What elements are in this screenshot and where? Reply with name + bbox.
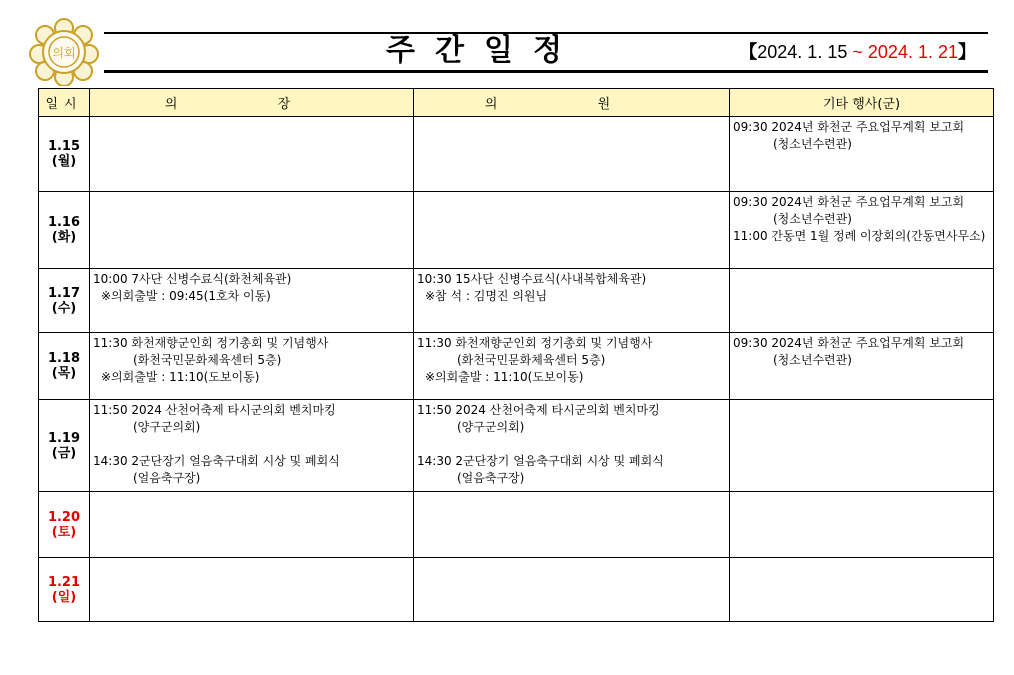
title-bottom-rule: [104, 70, 988, 73]
date-label: 1.19: [47, 430, 81, 446]
event-line: 11:50 2024 산천어축제 타시군의회 벤치마킹: [417, 403, 660, 417]
event-location: (얼음축구장): [133, 471, 201, 485]
council-seal-logo: [28, 18, 100, 86]
member-events: [414, 400, 729, 487]
chair-events: [90, 117, 413, 119]
event-location: (청소년수련관): [773, 353, 852, 367]
chair-events: [90, 269, 413, 305]
chair-events-cell: [90, 269, 414, 333]
chair-events: [90, 558, 413, 560]
chair-events: [90, 492, 413, 494]
header-member: 의 원: [414, 89, 730, 117]
date-cell: [39, 492, 90, 558]
event-line: 14:30 2군단장기 얼음축구대회 시상 및 폐회식: [417, 454, 664, 468]
weekday-label: (화): [51, 230, 77, 245]
event-line: 14:30 2군단장기 얼음축구대회 시상 및 폐회식: [93, 454, 340, 468]
member-events: [414, 333, 729, 386]
other-events: [730, 192, 993, 245]
date-cell: [39, 333, 90, 400]
member-events: [414, 192, 729, 194]
member-events-cell: [414, 400, 730, 492]
member-events-cell: [414, 333, 730, 400]
seal-text: 의회: [52, 46, 76, 60]
member-events: [414, 558, 729, 560]
member-events: [414, 117, 729, 119]
date-label: 1.16: [47, 215, 81, 230]
page-title: 주간일정: [386, 33, 582, 68]
other-events-cell: [730, 333, 994, 400]
chair-events: [90, 400, 413, 487]
chair-events: [90, 333, 413, 386]
event-note: ※의회출발 : 11:10(도보이동): [425, 370, 584, 384]
title-bar: [104, 28, 988, 76]
period-close-bracket: 】: [958, 42, 976, 62]
other-events: [730, 333, 993, 369]
weekly-schedule-table: [38, 88, 994, 622]
chair-events-cell: [90, 333, 414, 400]
event-line: 11:00 간동면 1월 정례 이장회의(간동면사무소): [733, 229, 986, 243]
other-events: [730, 492, 993, 494]
event-location: (양구군의회): [457, 420, 525, 434]
other-events-cell: [730, 558, 994, 622]
event-gap: [93, 436, 410, 453]
member-events-cell: [414, 192, 730, 269]
event-line: 09:30 2024년 화천군 주요업무계획 보고회: [733, 120, 965, 134]
table-row: [39, 117, 994, 192]
date-label: 1.21: [47, 574, 81, 590]
other-events-cell: [730, 192, 994, 269]
member-events: [414, 492, 729, 494]
schedule-period: [739, 40, 976, 64]
other-events: [730, 400, 993, 402]
member-events: [414, 269, 729, 305]
event-line: 11:30 화천재향군인회 정기총회 및 기념행사: [417, 336, 653, 350]
event-location: (청소년수련관): [773, 212, 852, 226]
event-line: 11:30 화천재향군인회 정기총회 및 기념행사: [93, 336, 329, 350]
date-label: 1.17: [47, 285, 81, 301]
chair-events-cell: [90, 117, 414, 192]
date-cell: [39, 117, 90, 192]
event-line: 09:30 2024년 화천군 주요업무계획 보고회: [733, 195, 965, 209]
member-events-cell: [414, 269, 730, 333]
date-cell: [39, 400, 90, 492]
period-start: 2024. 1. 15: [757, 42, 848, 62]
seal-emblem-icon: [28, 18, 100, 86]
event-line: 09:30 2024년 화천군 주요업무계획 보고회: [733, 336, 965, 350]
event-note: ※의회출발 : 11:10(도보이동): [101, 370, 260, 384]
other-events: [730, 558, 993, 560]
header-date: 일시: [39, 89, 90, 117]
event-location: (화천국민문화체육센터 5층): [133, 353, 282, 367]
weekday-label: (토): [51, 524, 77, 540]
weekday-label: (목): [51, 366, 77, 381]
date-cell: [39, 558, 90, 622]
other-events: [730, 117, 993, 153]
table-header-row: [39, 89, 994, 117]
chair-events-cell: [90, 192, 414, 269]
period-end: 2024. 1. 21: [867, 42, 958, 62]
header-other: 기타 행사(군): [730, 89, 994, 117]
other-events-cell: [730, 400, 994, 492]
event-note: ※의회출발 : 09:45(1호차 이동): [101, 289, 271, 303]
event-line: 10:30 15사단 신병수료식(사내복합체육관): [417, 272, 647, 286]
table-row: [39, 192, 994, 269]
header-chair: 의 장: [90, 89, 414, 117]
other-events-cell: [730, 269, 994, 333]
other-events-cell: [730, 492, 994, 558]
chair-events: [90, 192, 413, 194]
event-location: (화천국민문화체육센터 5층): [457, 353, 606, 367]
event-location: (청소년수련관): [773, 137, 852, 151]
member-events-cell: [414, 117, 730, 192]
table-row: [39, 558, 994, 622]
date-label: 1.18: [47, 351, 81, 366]
event-gap: [417, 436, 726, 453]
event-location: (양구군의회): [133, 420, 201, 434]
date-label: 1.15: [47, 139, 81, 154]
event-line: 11:50 2024 산천어축제 타시군의회 벤치마킹: [93, 403, 336, 417]
period-open-bracket: 【: [739, 42, 758, 62]
weekday-label: (월): [51, 154, 77, 169]
table-row: [39, 333, 994, 400]
other-events: [730, 269, 993, 271]
period-separator: ~: [852, 42, 863, 62]
other-events-cell: [730, 117, 994, 192]
table-row: [39, 492, 994, 558]
chair-events-cell: [90, 558, 414, 622]
date-cell: [39, 269, 90, 333]
weekday-label: (수): [51, 300, 77, 316]
weekday-label: (일): [51, 589, 77, 605]
chair-events-cell: [90, 400, 414, 492]
chair-events-cell: [90, 492, 414, 558]
table-row: [39, 269, 994, 333]
date-label: 1.20: [47, 509, 81, 525]
schedule-body: [39, 117, 994, 622]
member-events-cell: [414, 558, 730, 622]
event-line: 10:00 7사단 신병수료식(화천체육관): [93, 272, 292, 286]
event-location: (얼음축구장): [457, 471, 525, 485]
table-row: [39, 400, 994, 492]
event-note: ※참 석 : 김명진 의원님: [425, 289, 548, 303]
weekday-label: (금): [51, 445, 77, 461]
date-cell: [39, 192, 90, 269]
member-events-cell: [414, 492, 730, 558]
